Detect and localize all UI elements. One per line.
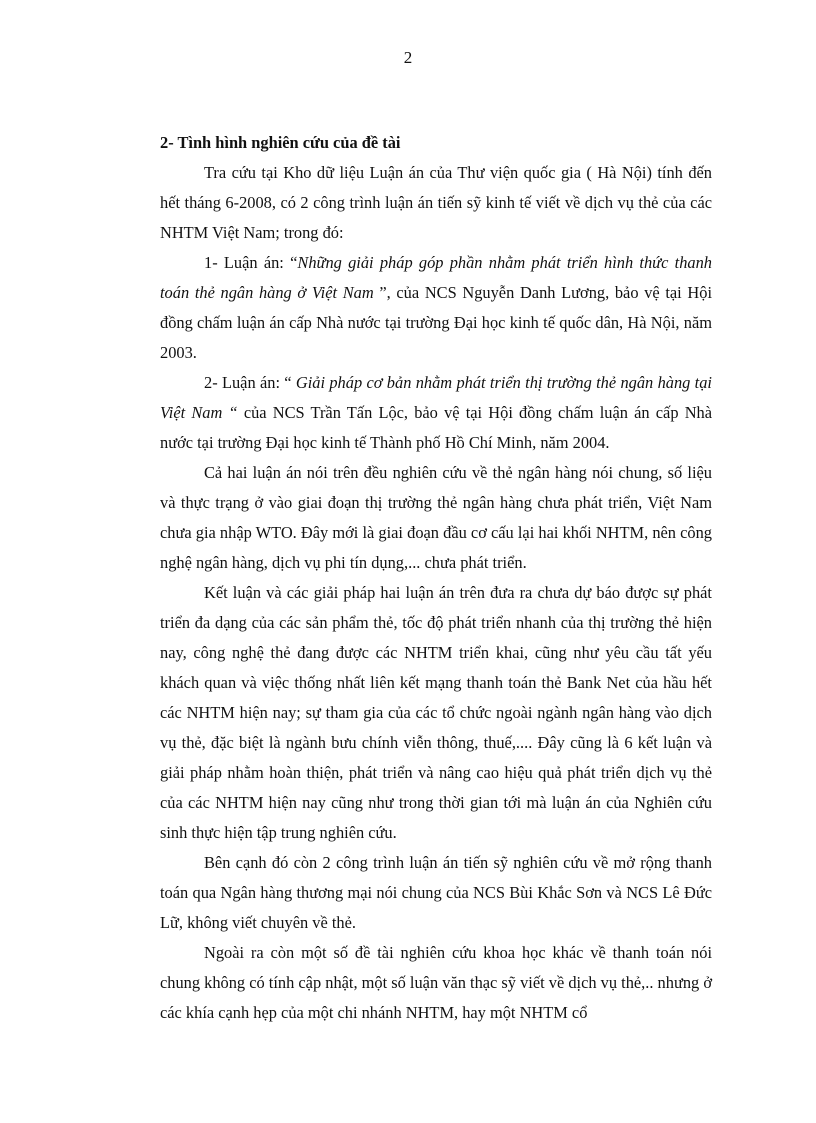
paragraph-thesis-1 bbox=[160, 248, 712, 368]
paragraph-intro: Tra cứu tại Kho dữ liệu Luận án của Thư viện quốc gia ( Hà Nội) tính đến hết tháng 6-2008, có 2 công trình luận án tiến sỹ kinh tế viết về dịch vụ thẻ của các NHTM Việt Nam; trong đó: bbox=[160, 163, 712, 242]
section-body bbox=[160, 128, 712, 1028]
thesis-1-title: Những giải pháp góp phần nhằm phát triển hình thức thanh toán thẻ ngân hàng ở Việt Nam bbox=[160, 253, 712, 302]
thesis-1-prefix: 1- Luận án: “ bbox=[204, 253, 298, 272]
section-title: 2- Tình hình nghiên cứu của đề tài bbox=[160, 133, 401, 152]
thesis-2-title: Giải pháp cơ bản nhằm phát triển thị trường thẻ ngân hàng tại Việt Nam “ bbox=[160, 373, 712, 422]
paragraph-other-research: Ngoài ra còn một số đề tài nghiên cứu khoa học khác về thanh toán nói chung không có tính cập nhật, một số luận văn thạc sỹ viết về dịch vụ thẻ,.. nhưng ở các khía cạnh hẹp của một chi nhánh NHTM, hay một NHTM cổ bbox=[160, 943, 712, 1022]
paragraph-assessment: Cả hai luận án nói trên đều nghiên cứu về thẻ ngân hàng nói chung, số liệu và thực trạng ở vào giai đoạn thị trường thẻ ngân hàng chưa phát triển, Việt Nam chưa gia nhập WTO. Đây mới là giai đoạn đầu cơ cấu lại hai khối NHTM, nên công nghệ ngân hàng, dịch vụ phi tín dụng,... chưa phát triển. bbox=[160, 463, 712, 572]
page-number: 2 bbox=[403, 48, 413, 67]
paragraph-thesis-2 bbox=[160, 368, 712, 458]
thesis-2-prefix: 2- Luận án: “ bbox=[204, 373, 296, 392]
paragraph-conclusions: Kết luận và các giải pháp hai luận án trên đưa ra chưa dự báo được sự phát triển đa dạng của các sản phẩm thẻ, tốc độ phát triển nhanh của thị trường thẻ hiện nay, công nghệ thẻ đang được các NHTM triển khai, cũng như yêu cầu tất yếu khách quan và việc thống nhất liên kết mạng thanh toán thẻ Bank Net của hầu hết các NHTM hiện nay; sự tham gia của các tổ chức ngoài ngành ngân hàng vào dịch vụ thẻ, đặc biệt là ngành bưu chính viễn thông, thuế,.... Đây cũng là 6 kết luận và giải pháp nhằm hoàn thiện, phát triển và nâng cao hiệu quả phát triển dịch vụ thẻ của các NHTM hiện nay cũng như trong thời gian tới mà luận án của Nghiên cứu sinh thực hiện tập trung nghiên cứu. bbox=[160, 583, 712, 842]
thesis-2-details: của NCS Trần Tấn Lộc, bảo vệ tại Hội đồng chấm luận án cấp Nhà nước tại trường Đại học kinh tế Thành phố Hồ Chí Minh, năm 2004. bbox=[160, 403, 713, 452]
paragraph-other-theses: Bên cạnh đó còn 2 công trình luận án tiến sỹ nghiên cứu về mở rộng thanh toán qua Ngân hàng thương mại nói chung của NCS Bùi Khắc Sơn và NCS Lê Đức Lữ, không viết chuyên về thẻ. bbox=[160, 853, 712, 932]
thesis-1-details: ”, của NCS Nguyễn Danh Lương, bảo vệ tại Hội đồng chấm luận án cấp Nhà nước tại trường Đại học kinh tế quốc dân, Hà Nội, năm 2003. bbox=[160, 283, 712, 362]
